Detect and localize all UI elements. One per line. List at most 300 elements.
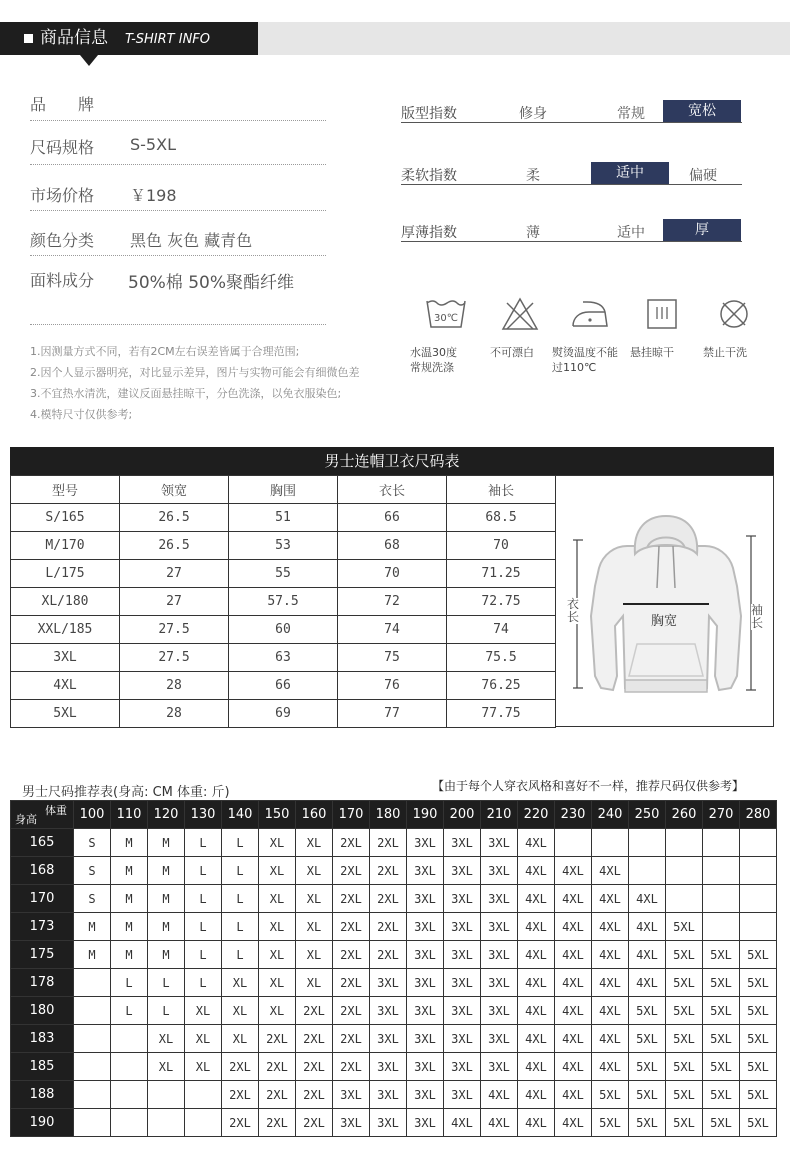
table-cell: 4XL xyxy=(481,1109,518,1137)
table-row xyxy=(11,1025,777,1053)
table-cell: 3XL xyxy=(407,941,444,969)
table-cell xyxy=(111,1081,148,1109)
table-cell: 4XL xyxy=(518,829,555,857)
table-cell: XL xyxy=(296,857,333,885)
table-cell: L xyxy=(185,913,222,941)
table-cell: 4XL xyxy=(518,969,555,997)
table-cell: 3XL xyxy=(407,1081,444,1109)
table-cell: L xyxy=(222,829,259,857)
table-cell: XL xyxy=(222,969,259,997)
height-header: 173 xyxy=(11,913,74,941)
table-cell: XL xyxy=(259,969,296,997)
table-cell xyxy=(111,1025,148,1053)
table-cell: 2XL xyxy=(296,997,333,1025)
table-cell: 3XL xyxy=(370,1109,407,1137)
table-cell: M xyxy=(111,885,148,913)
weight-header: 170 xyxy=(333,801,370,829)
table-cell: 4XL xyxy=(555,857,592,885)
table-cell: 4XL xyxy=(592,1053,629,1081)
table-cell: L xyxy=(111,969,148,997)
table-row xyxy=(11,644,556,672)
table-cell: 5XL xyxy=(703,969,740,997)
divider xyxy=(30,120,326,121)
table-cell: 4XL xyxy=(518,857,555,885)
table-cell: 2XL xyxy=(333,997,370,1025)
table-cell: 4XL xyxy=(444,1109,481,1137)
table-cell: 2XL xyxy=(296,1109,333,1137)
table-cell xyxy=(703,913,740,941)
table-cell xyxy=(666,829,703,857)
table-cell: 2XL xyxy=(296,1025,333,1053)
table-cell: L xyxy=(185,829,222,857)
hoodie-icon xyxy=(555,476,774,728)
table-cell: 5XL xyxy=(592,1081,629,1109)
table-cell xyxy=(74,969,111,997)
table-cell: 2XL xyxy=(370,829,407,857)
table-cell: 75 xyxy=(338,644,447,672)
table-cell: 2XL xyxy=(370,913,407,941)
table-cell: 2XL xyxy=(296,1053,333,1081)
table-cell: 5XL xyxy=(740,1081,777,1109)
table-cell: 60 xyxy=(229,616,338,644)
table-cell: 3XL xyxy=(444,913,481,941)
table-cell: L xyxy=(222,941,259,969)
table-cell: S/165 xyxy=(11,504,120,532)
table-cell: M xyxy=(111,941,148,969)
table-cell: 2XL xyxy=(222,1109,259,1137)
weight-header: 270 xyxy=(703,801,740,829)
table-row xyxy=(11,616,556,644)
table-cell: 4XL xyxy=(592,913,629,941)
weight-header: 160 xyxy=(296,801,333,829)
table-cell: 3XL xyxy=(407,913,444,941)
table-cell: 4XL xyxy=(518,1109,555,1137)
table-cell: XL/180 xyxy=(11,588,120,616)
weight-header: 190 xyxy=(407,801,444,829)
table-cell xyxy=(111,1053,148,1081)
table-cell: L xyxy=(185,941,222,969)
table-cell: 5XL xyxy=(703,941,740,969)
table-cell: 77 xyxy=(338,700,447,728)
table-cell: 63 xyxy=(229,644,338,672)
table-cell: XL xyxy=(296,969,333,997)
weight-header: 100 xyxy=(74,801,111,829)
table-cell: 3XL xyxy=(444,941,481,969)
table-cell: 3XL xyxy=(481,829,518,857)
info-value: ￥198 xyxy=(130,186,177,205)
table-cell: XL xyxy=(185,1053,222,1081)
table-cell: 5XL xyxy=(703,1081,740,1109)
table-cell: 57.5 xyxy=(229,588,338,616)
sleeve-label: 袖长 xyxy=(751,603,764,630)
care-label: 熨烫温度不能 过110℃ xyxy=(552,346,618,374)
length-label: 衣长 xyxy=(567,597,580,624)
table-cell: L xyxy=(222,913,259,941)
table-cell: 3XL xyxy=(370,1081,407,1109)
table-row xyxy=(11,997,777,1025)
info-value: S-5XL xyxy=(130,135,176,154)
index-option: 修身 xyxy=(519,106,547,122)
table-cell: XL xyxy=(259,941,296,969)
table-cell: 5XL xyxy=(629,1109,666,1137)
column-header: 袖长 xyxy=(447,476,556,504)
table-cell: XL xyxy=(222,997,259,1025)
table-cell: 4XL xyxy=(11,672,120,700)
table-cell: 27.5 xyxy=(120,616,229,644)
table-cell: 5XL xyxy=(666,941,703,969)
wash-30-icon xyxy=(424,294,468,334)
table-cell: 69 xyxy=(229,700,338,728)
table-cell: 27 xyxy=(120,588,229,616)
table-cell: 75.5 xyxy=(447,644,556,672)
size-table-header xyxy=(11,476,556,504)
table-cell: 4XL xyxy=(555,997,592,1025)
table-cell: 2XL xyxy=(222,1081,259,1109)
table-cell: 3XL xyxy=(333,1109,370,1137)
table-cell: 3XL xyxy=(481,941,518,969)
table-cell: L xyxy=(111,997,148,1025)
height-header: 168 xyxy=(11,857,74,885)
table-cell: 4XL xyxy=(481,1081,518,1109)
table-cell xyxy=(703,829,740,857)
note-line: 4.模特尺寸仅供参考; xyxy=(30,408,133,421)
table-row xyxy=(11,1109,777,1137)
weight-header: 250 xyxy=(629,801,666,829)
table-cell: 53 xyxy=(229,532,338,560)
table-cell: 5XL xyxy=(666,969,703,997)
weight-header: 150 xyxy=(259,801,296,829)
table-cell: M xyxy=(74,941,111,969)
table-cell: 5XL xyxy=(629,1025,666,1053)
svg-text:30℃: 30℃ xyxy=(434,313,458,324)
table-row xyxy=(11,672,556,700)
table-cell xyxy=(111,1109,148,1137)
table-cell xyxy=(703,857,740,885)
table-cell xyxy=(629,829,666,857)
note-line: 3.不宜热水清洗，建议反面悬挂晾干，分色洗涤，以免衣服染色; xyxy=(30,387,342,400)
table-cell: 5XL xyxy=(666,1109,703,1137)
table-cell: 3XL xyxy=(370,1025,407,1053)
table-cell: 5XL xyxy=(666,913,703,941)
table-cell: 4XL xyxy=(518,997,555,1025)
height-header: 178 xyxy=(11,969,74,997)
table-cell: 2XL xyxy=(333,885,370,913)
table-cell: 3XL xyxy=(444,997,481,1025)
table-cell: 51 xyxy=(229,504,338,532)
weight-header: 210 xyxy=(481,801,518,829)
index-option: 偏硬 xyxy=(689,168,717,184)
table-cell xyxy=(740,913,777,941)
table-cell: 2XL xyxy=(370,941,407,969)
table-cell: 3XL xyxy=(407,1053,444,1081)
table-cell: 3XL xyxy=(444,1053,481,1081)
table-cell: 2XL xyxy=(370,857,407,885)
height-header: 188 xyxy=(11,1081,74,1109)
chest-label: 胸宽 xyxy=(651,614,678,629)
table-cell xyxy=(703,885,740,913)
table-cell: 2XL xyxy=(222,1053,259,1081)
table-cell: 4XL xyxy=(518,885,555,913)
table-cell: 76 xyxy=(338,672,447,700)
table-cell: 4XL xyxy=(592,1025,629,1053)
table-cell: 5XL xyxy=(666,1025,703,1053)
size-table-title: 男士连帽卫衣尺码表 xyxy=(10,447,774,475)
square-bullet-icon xyxy=(24,34,33,43)
table-cell: 3XL xyxy=(481,1053,518,1081)
table-row xyxy=(11,829,777,857)
table-cell: XL xyxy=(148,1053,185,1081)
table-cell: XL xyxy=(296,913,333,941)
table-cell: L xyxy=(148,969,185,997)
column-header: 胸围 xyxy=(229,476,338,504)
table-cell: 3XL xyxy=(444,829,481,857)
divider xyxy=(30,255,326,256)
table-cell: 26.5 xyxy=(120,532,229,560)
table-cell: S xyxy=(74,885,111,913)
table-row xyxy=(11,885,777,913)
no-bleach-icon xyxy=(498,294,542,334)
divider xyxy=(30,324,326,325)
table-cell: 4XL xyxy=(555,1109,592,1137)
note-line: 1.因测量方式不同，若有2CM左右误差皆属于合理范围; xyxy=(30,345,300,358)
recommend-table xyxy=(10,800,777,1137)
table-cell xyxy=(185,1109,222,1137)
index-label: 柔软指数 xyxy=(401,168,457,184)
index-option: 适中 xyxy=(617,225,645,241)
table-cell: XL xyxy=(259,857,296,885)
table-row xyxy=(11,941,777,969)
info-label: 尺码规格 xyxy=(30,138,95,157)
table-cell: 4XL xyxy=(555,1081,592,1109)
no-tumble-dry-icon xyxy=(712,294,756,334)
table-row xyxy=(11,913,777,941)
weight-axis-label: 体重 xyxy=(45,804,67,817)
table-cell: 2XL xyxy=(259,1081,296,1109)
note-line: 2.因个人显示器明亮，对比显示差异，图片与实物可能会有细微色差 xyxy=(30,366,360,379)
hang-dry-icon xyxy=(640,294,684,334)
info-label: 品 牌 xyxy=(30,95,95,114)
corner-cell xyxy=(11,801,74,829)
weight-header: 200 xyxy=(444,801,481,829)
table-cell: 5XL xyxy=(629,1053,666,1081)
table-cell: 27.5 xyxy=(120,644,229,672)
table-cell: 4XL xyxy=(518,913,555,941)
table-cell: 66 xyxy=(229,672,338,700)
table-cell: L xyxy=(185,885,222,913)
table-row xyxy=(11,700,556,728)
table-cell: 4XL xyxy=(629,941,666,969)
table-row xyxy=(11,588,556,616)
table-row xyxy=(11,532,556,560)
banner-notch xyxy=(80,55,98,66)
table-cell: M xyxy=(148,857,185,885)
table-cell: 3XL xyxy=(407,1025,444,1053)
table-cell: 4XL xyxy=(555,941,592,969)
index-line xyxy=(401,122,742,123)
table-cell: M xyxy=(148,941,185,969)
table-cell: 5XL xyxy=(703,1109,740,1137)
weight-header: 180 xyxy=(370,801,407,829)
care-label: 禁止干洗 xyxy=(703,346,747,359)
hoodie-diagram xyxy=(555,475,774,727)
table-cell: 5XL xyxy=(666,997,703,1025)
table-cell: 3XL xyxy=(370,969,407,997)
table-cell: 5XL xyxy=(740,1109,777,1137)
table-cell xyxy=(740,885,777,913)
table-cell: 3XL xyxy=(481,857,518,885)
table-cell: 74 xyxy=(447,616,556,644)
table-cell: L xyxy=(222,885,259,913)
table-cell: M xyxy=(111,857,148,885)
table-cell: 2XL xyxy=(333,969,370,997)
weight-header: 230 xyxy=(555,801,592,829)
table-cell: 5XL xyxy=(592,1109,629,1137)
table-row xyxy=(11,969,777,997)
table-cell: XL xyxy=(259,829,296,857)
table-cell xyxy=(555,829,592,857)
height-header: 183 xyxy=(11,1025,74,1053)
table-cell: 4XL xyxy=(629,885,666,913)
table-cell: 70 xyxy=(447,532,556,560)
weight-header: 240 xyxy=(592,801,629,829)
table-cell: 3XL xyxy=(370,997,407,1025)
table-cell: M xyxy=(148,913,185,941)
table-cell xyxy=(74,1109,111,1137)
table-cell: 3XL xyxy=(481,913,518,941)
table-cell: 3XL xyxy=(407,885,444,913)
table-cell: 4XL xyxy=(555,969,592,997)
table-cell: 5XL xyxy=(740,1053,777,1081)
table-cell: 4XL xyxy=(592,857,629,885)
table-cell: 77.75 xyxy=(447,700,556,728)
table-cell: XL xyxy=(296,829,333,857)
table-cell: 26.5 xyxy=(120,504,229,532)
table-cell: 3XL xyxy=(444,885,481,913)
divider xyxy=(30,164,326,165)
table-cell: 3XL xyxy=(444,1025,481,1053)
table-cell: 4XL xyxy=(518,1025,555,1053)
table-cell: 5XL xyxy=(740,997,777,1025)
weight-header: 140 xyxy=(222,801,259,829)
table-cell: 3XL xyxy=(481,997,518,1025)
weight-header: 280 xyxy=(740,801,777,829)
table-cell: 4XL xyxy=(518,941,555,969)
care-label: 水温30度 常规洗涤 xyxy=(410,346,457,374)
height-header: 175 xyxy=(11,941,74,969)
table-row xyxy=(11,857,777,885)
index-line xyxy=(401,184,742,185)
height-header: 190 xyxy=(11,1109,74,1137)
table-cell: S xyxy=(74,857,111,885)
weight-header: 110 xyxy=(111,801,148,829)
table-cell: 76.25 xyxy=(447,672,556,700)
column-header: 型号 xyxy=(11,476,120,504)
table-cell xyxy=(666,857,703,885)
table-cell: 68 xyxy=(338,532,447,560)
table-cell: 5XL xyxy=(740,1025,777,1053)
table-cell xyxy=(148,1109,185,1137)
info-value: 黑色 灰色 藏青色 xyxy=(130,231,253,250)
table-cell: S xyxy=(74,829,111,857)
table-cell xyxy=(666,885,703,913)
table-cell: 5XL xyxy=(703,997,740,1025)
table-cell: 3XL xyxy=(444,857,481,885)
column-header: 衣长 xyxy=(338,476,447,504)
table-cell: 71.25 xyxy=(447,560,556,588)
index-line xyxy=(401,241,742,242)
table-cell: 3XL xyxy=(481,1025,518,1053)
table-cell: 5XL xyxy=(11,700,120,728)
table-cell: M xyxy=(148,829,185,857)
table-cell: 3XL xyxy=(444,969,481,997)
table-cell: 2XL xyxy=(333,913,370,941)
table-row xyxy=(11,1053,777,1081)
table-cell: XL xyxy=(296,941,333,969)
table-cell: XL xyxy=(185,1025,222,1053)
table-cell: 5XL xyxy=(740,969,777,997)
table-cell: L xyxy=(185,969,222,997)
table-cell: 5XL xyxy=(629,1081,666,1109)
table-cell: XL xyxy=(259,913,296,941)
index-option: 柔 xyxy=(526,168,540,184)
table-cell: 4XL xyxy=(555,885,592,913)
table-cell: 4XL xyxy=(629,913,666,941)
table-cell: 4XL xyxy=(555,913,592,941)
table-cell: XL xyxy=(259,885,296,913)
table-cell: 3XL xyxy=(407,969,444,997)
table-cell: 2XL xyxy=(333,857,370,885)
table-cell: 5XL xyxy=(666,1053,703,1081)
weight-header: 220 xyxy=(518,801,555,829)
info-label: 颜色分类 xyxy=(30,231,95,250)
table-cell: 3XL xyxy=(481,885,518,913)
table-cell: 5XL xyxy=(703,1053,740,1081)
banner-title-en: T-SHIRT INFO xyxy=(125,32,211,47)
table-cell: 3XL xyxy=(333,1081,370,1109)
table-cell: 5XL xyxy=(740,941,777,969)
table-cell: 4XL xyxy=(592,969,629,997)
table-cell xyxy=(740,829,777,857)
table-cell: M xyxy=(111,913,148,941)
iron-icon xyxy=(568,294,612,334)
table-cell: 2XL xyxy=(333,829,370,857)
table-cell: 3XL xyxy=(444,1081,481,1109)
column-header: 领宽 xyxy=(120,476,229,504)
table-cell: 2XL xyxy=(333,1053,370,1081)
table-cell: 3XL xyxy=(407,1109,444,1137)
height-header: 180 xyxy=(11,997,74,1025)
table-cell: 3XL xyxy=(407,857,444,885)
table-cell xyxy=(74,1025,111,1053)
index-option-selected: 宽松 xyxy=(663,100,741,122)
divider xyxy=(30,210,326,211)
info-label: 面料成分 xyxy=(30,271,95,290)
table-cell: 4XL xyxy=(555,1053,592,1081)
table-cell: 4XL xyxy=(592,941,629,969)
table-cell: 70 xyxy=(338,560,447,588)
table-cell: M/170 xyxy=(11,532,120,560)
table-cell: M xyxy=(74,913,111,941)
table-cell: 2XL xyxy=(296,1081,333,1109)
table-cell: 68.5 xyxy=(447,504,556,532)
height-header: 185 xyxy=(11,1053,74,1081)
table-cell: 2XL xyxy=(259,1109,296,1137)
table-cell: 3XL xyxy=(407,829,444,857)
table-cell: 72 xyxy=(338,588,447,616)
table-cell: 2XL xyxy=(333,1025,370,1053)
index-option-selected: 适中 xyxy=(591,162,669,184)
table-cell: 2XL xyxy=(259,1053,296,1081)
